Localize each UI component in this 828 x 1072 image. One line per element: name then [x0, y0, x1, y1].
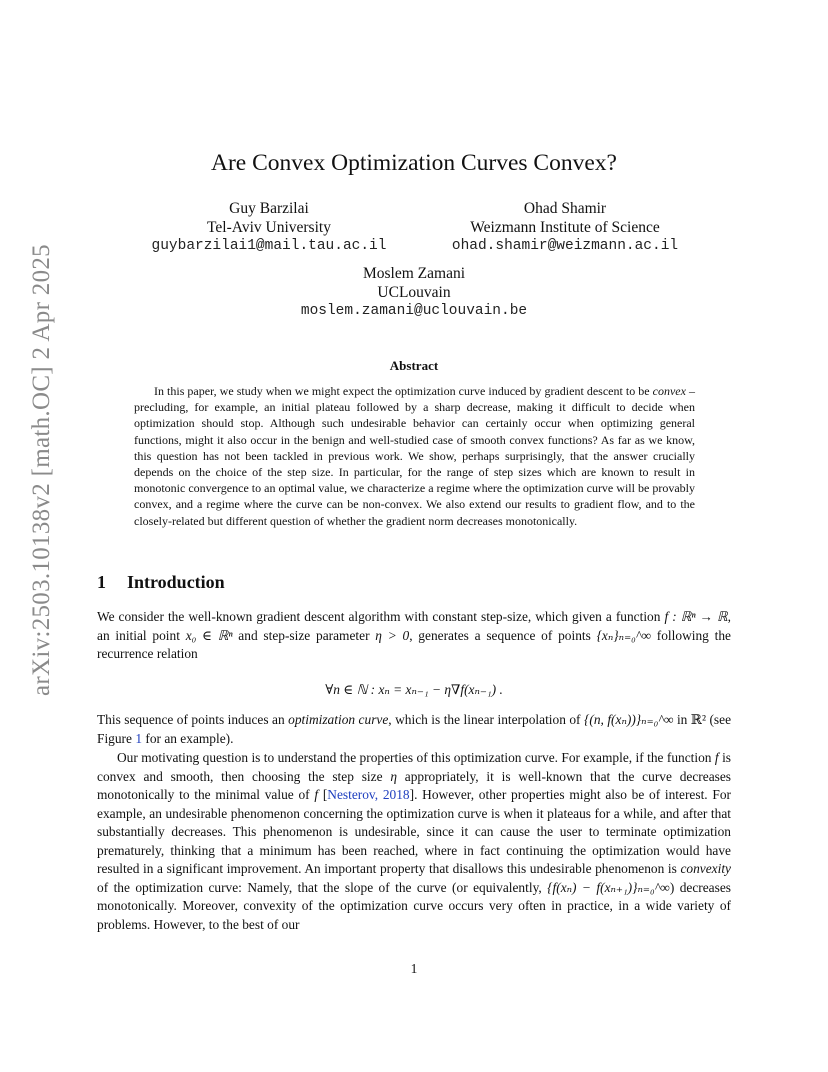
author-name: Moslem Zamani — [362, 265, 466, 282]
author-email[interactable]: guybarzilai1@mail.tau.ac.il — [151, 238, 387, 254]
arxiv-identifier: arXiv:2503.10138v2 [math.OC] 2 Apr 2025 — [28, 244, 55, 696]
figure-link[interactable]: 1 — [135, 730, 143, 746]
abstract-emphasis: convex — [652, 384, 686, 398]
text-run: in ℝ² (see Figure — [97, 712, 732, 746]
author-affiliation: UCLouvain — [377, 283, 451, 301]
text-run: , generates a sequence of points — [409, 627, 597, 643]
author-email[interactable]: ohad.shamir@weizmann.ac.il — [451, 238, 679, 254]
section-title: Introduction — [127, 572, 225, 592]
math-inline: x₀ ∈ ℝⁿ — [185, 627, 233, 643]
section-number: 1 — [97, 572, 106, 592]
emphasis: optimization curve — [288, 712, 389, 727]
author-email[interactable]: moslem.zamani@uclouvain.be — [300, 303, 528, 319]
text-run: appropriately, it is well-known that the curve decreases monotonically to the minimal value of — [97, 768, 732, 802]
text-run: and step-size parameter — [232, 627, 376, 643]
math-inline: f — [314, 787, 319, 802]
math-inline: f — [714, 750, 719, 765]
text-run: of the optimization curve: Namely, that the slope of the curve (or equivalently, — [97, 879, 548, 895]
abstract-heading: Abstract — [389, 358, 439, 373]
emphasis: convexity — [680, 861, 731, 876]
author-block — [109, 200, 429, 256]
text-run: We consider the well-known gradient descent algorithm with constant step-size, which given a function — [97, 609, 665, 624]
math-inline: {f(xₙ) − f(xₙ₊₁)}ₙ₌₀^∞ — [547, 879, 670, 895]
text-run: for an example). — [142, 730, 234, 746]
math-inline: {(n, f(xₙ))}ₙ₌₀^∞ — [584, 712, 674, 727]
text-run: , which is the linear interpolation of — [388, 712, 584, 727]
text-run: ) decreases monotonically. Moreover, convexity of the optimization curve occurs very often in practice, in a wide variety of problems. However, to the best of our — [97, 879, 731, 932]
equation-text: ∀n ∈ ℕ : xₙ = xₙ₋₁ − η∇f(xₙ₋₁) . — [325, 682, 503, 697]
body-paragraph — [97, 608, 731, 664]
author-name: Ohad Shamir — [523, 200, 607, 217]
math-inline: η — [390, 768, 397, 784]
abstract-text-part: In this paper, we study when we might expect the optimization curve induced by gradient descent to be — [154, 384, 653, 398]
abstract-text-part: – precluding, for example, an initial plateau followed by a sharp decrease, making it difficult to decide when optimization should stop. Although such undesirable behavior can certainly occur when optimizing general functions, might it also occur in the benign and well-studied case of smooth convex functions? As far as we know, this question has not been tackled in previous work. We show, perhaps surprisingly, that the answer crucially depends on the choice of the step size. In particular, for the range of step sizes which are known to result in monotonic convergence to an optimal value, we characterize a regime where the optimization curve will be provably convex, and a regime where the curve can be non-convex. We also extend our results to gradient flow, and to the closely-related but different question of whether the gradient norm decreases monotonically. — [134, 384, 695, 528]
arxiv-sidebar — [22, 244, 62, 696]
author-affiliation: Tel-Aviv University — [207, 218, 331, 236]
math-inline: {xₙ}ₙ₌₀^∞ — [596, 627, 652, 643]
author-affiliation: Weizmann Institute of Science — [470, 218, 660, 236]
body-paragraph — [97, 711, 731, 748]
text-run: [ — [318, 787, 328, 802]
text-run: , an initial point — [97, 609, 731, 643]
paper-title: Are Convex Optimization Curves Convex? — [211, 150, 617, 176]
math-inline: f : ℝⁿ → ℝ — [664, 609, 728, 624]
math-inline: η > 0 — [375, 627, 410, 643]
section-heading — [97, 572, 225, 593]
abstract-text — [134, 383, 695, 529]
text-run: is convex and smooth, then choosing the step size — [97, 750, 731, 784]
text-run: This sequence of points induces an — [97, 712, 289, 727]
author-block — [254, 265, 574, 321]
display-equation — [0, 682, 828, 698]
author-block — [405, 200, 725, 256]
text-run: following the recurrence relation — [97, 627, 731, 661]
page-number: 1 — [410, 961, 418, 976]
body-paragraph — [97, 749, 731, 934]
author-name: Guy Barzilai — [229, 200, 309, 217]
citation-link[interactable]: Nesterov, 2018 — [327, 787, 410, 802]
text-run: ]. However, other properties might also be of interest. For example, an undesirable phenomenon concerning the optimization curve is when it plateaus for a while, and after that substantially decreases. This phenomenon is undesirable, since it can cause the user to terminate optimization prematurely, thinking that a minimum has been reached, where in fact continuing the optimization would have resulted in a significant improvement. An important property that disallows this undesirable phenomenon is — [97, 787, 731, 876]
text-run: Our motivating question is to understand the properties of this optimization curve. For example, if the function — [117, 750, 715, 765]
